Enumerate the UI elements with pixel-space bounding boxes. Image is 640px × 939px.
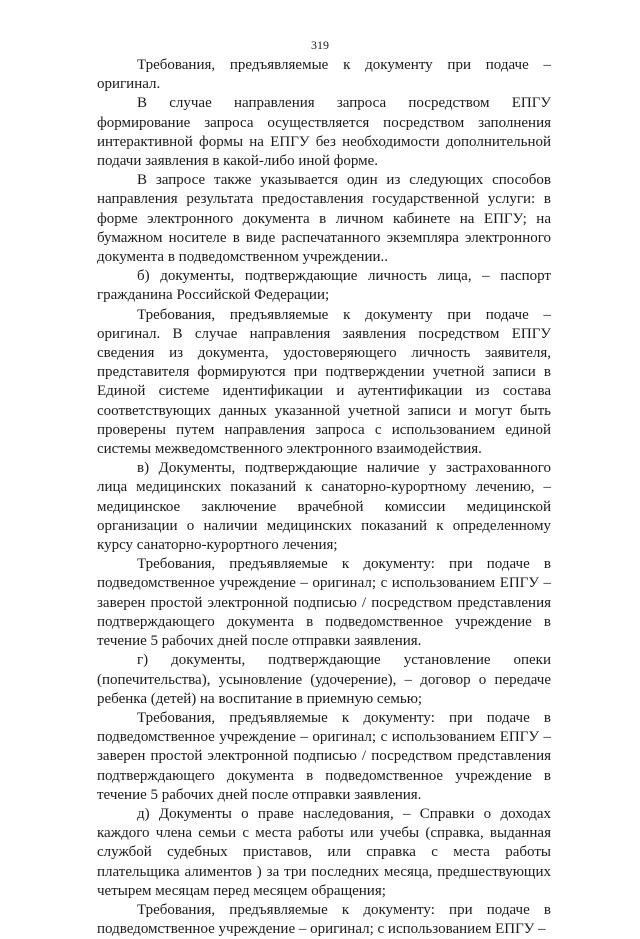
paragraph-identity-requirements: Требования, предъявляемые к документу при подаче – оригинал. В случае направления заявления посредством ЕПГУ сведения из документа, удостоверяющего личность заявителя, представителя формируются при подтверждении учетной записи в Единой системе идентификации и аутентификации из состава соответствующих данных указанной учетной записи и могут быть проверены путем направления запроса с использованием единой системы межведомственного электронного взаимодействия. bbox=[97, 306, 551, 458]
paragraph-result-delivery: В запросе также указывается один из следующих способов направления результата предоставления государственной услуги: в форме электронного документа в личном кабинете на ЕПГУ; на бумажном носителе в виде распечатанного экземпляра электронного документа в подведомственном учреждении.. bbox=[97, 172, 551, 266]
page-number: 319 bbox=[311, 38, 329, 52]
paragraph-identity-documents: б) документы, подтверждающие личность лица, – паспорт гражданина Российской Федерации; bbox=[97, 268, 551, 304]
paragraph-medical-requirements: Требования, предъявляемые к документу: при подаче в подведомственное учреждение – оригинал; с использованием ЕПГУ – заверен простой электронной подписью / посредством представления подтверждающего документа в подведомственное учреждение в течение 5 рабочих дней после отправки заявления. bbox=[97, 556, 551, 650]
paragraph-epgu-request: В случае направления запроса посредством ЕПГУ формирование запроса осуществляется посредством заполнения интерактивной формы на ЕПГУ без необходимости дополнительной подачи заявления в какой-либо иной форме. bbox=[97, 95, 551, 170]
paragraph-requirements-original-1: Требования, предъявляемые к документу при подаче – оригинал. bbox=[97, 57, 551, 93]
paragraph-guardianship-requirements: Требования, предъявляемые к документу: при подаче в подведомственное учреждение – оригинал; с использованием ЕПГУ – заверен простой электронной подписью / посредством представления подтверждающего документа в подведомственное учреждение в течение 5 рабочих дней после отправки заявления. bbox=[97, 709, 551, 803]
document-body bbox=[97, 56, 551, 939]
paragraph-guardianship-documents: г) документы, подтверждающие установление опеки (попечительства), усыновление (удочерение), – договор о передаче ребенка (детей) на воспитание в приемную семью; bbox=[97, 652, 551, 707]
paragraph-inheritance-requirements: Требования, предъявляемые к документу: при подаче в подведомственное учреждение – оригинал; с использованием ЕПГУ – bbox=[97, 901, 551, 938]
paragraph-medical-indications: в) Документы, подтверждающие наличие у застрахованного лица медицинских показаний к санаторно-курортному лечению, – медицинское заключение врачебной комиссии медицинской организации о наличии медицинских показаний к определенному курсу санаторно-курортного лечения; bbox=[97, 460, 551, 554]
paragraph-inheritance-documents: д) Документы о праве наследования, – Справки о доходах каждого члена семьи с места работы или учебы (справка, выданная службой судебных приставов, или справка с места работы плательщика алиментов ) за три последних месяца, предшествующих четырем месяцам перед месяцем обращения; bbox=[97, 805, 551, 899]
